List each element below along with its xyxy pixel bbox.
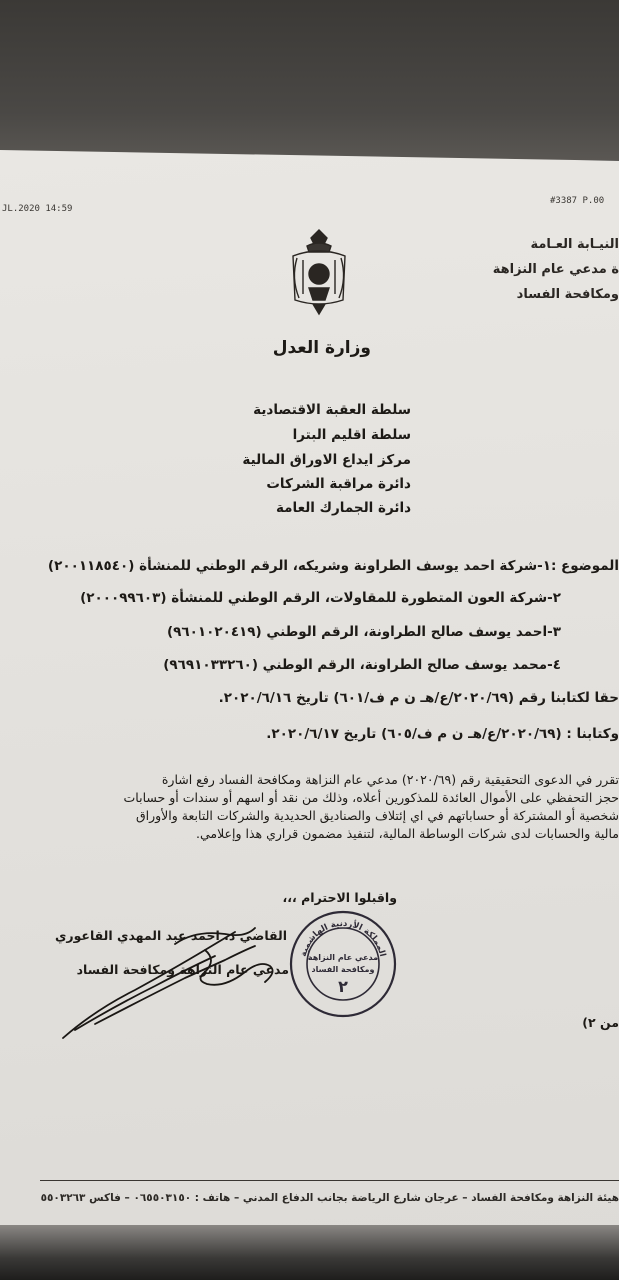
subject-line-1: ١-شركة احمد يوسف الطراونة وشريكه، الرقم الوطني للمنشأة (٢٠٠١١٨٥٤٠)	[47, 558, 551, 574]
official-stamp	[287, 908, 399, 1020]
signatory-name: القاضي د. احمد عبد المهدي القاعوري	[54, 928, 287, 943]
signatory-title: مدعي عام النزاهة ومكافحة الفساد	[76, 962, 289, 977]
coat-of-arms-emblem	[283, 228, 355, 316]
stamp-number: ٢	[338, 977, 348, 996]
fax-page-ref: #3387 P.00	[550, 196, 605, 206]
addressee-5: دائرة الجمارك العامة	[275, 500, 411, 516]
addressee-4: دائرة مراقبة الشركات	[266, 476, 411, 492]
subject-label: الموضوع :	[550, 558, 619, 574]
stamp-inner-line-1: مدعي عام النزاهة	[307, 953, 379, 962]
body-line-3: شخصية أو المشتركة أو حساباتهم في اي إئتلاف والصناديق الحديدية والشركات التابعة والأوراق	[135, 808, 619, 823]
stamp-inner-line-2: ومكافحة الفساد	[311, 965, 375, 974]
subject-line-4: ٤-محمد يوسف صالح الطراونة، الرقم الوطني (٩٦٩١٠٣٣٢٦٠)	[163, 657, 561, 673]
subject-line-3: ٣-احمد يوسف صالح الطراونة، الرقم الوطني (٩٦٠١٠٢٠٤١٩)	[166, 624, 561, 640]
fax-datetime: JL.2020 14:59	[2, 204, 73, 214]
page-number: من ٢)	[582, 1015, 619, 1030]
header-line-3: ومكافحة الفساد	[516, 287, 619, 302]
ministry-title: وزارة العدل	[272, 338, 371, 358]
addressee-2: سلطة اقليم البترا	[292, 427, 411, 443]
body-line-4: مالية والحسابات لدى شركات الوساطة المالية، لتنفيذ مضمون قراري هذا وإعلامي.	[196, 826, 619, 841]
svg-text:المملكة الأردنية الهاشمية	[299, 919, 387, 958]
closing-text: واقبلوا الاحترام ،،،	[282, 890, 397, 905]
subject-line-2: ٢-شركة العون المتطورة للمقاولات، الرقم الوطني للمنشأة (٢٠٠٠٩٩٦٠٣)	[80, 590, 561, 606]
reference-2: وكتابنا : (٢٠٢٠/٦٩/ع/هـ ن م ف/٦٠٥) تاريخ ٢٠٢٠/٦/١٧.	[266, 726, 619, 742]
header-line-2: ة مدعي عام النزاهة	[492, 262, 619, 277]
body-line-1: تقرر في الدعوى التحقيقية رقم (٢٠٢٠/٦٩) مدعي عام النزاهة ومكافحة الفساد رفع اشارة	[161, 772, 619, 787]
addressee-1: سلطة العقبة الاقتصادية	[253, 402, 411, 418]
footer-address: هيئة النزاهة ومكافحة الفساد – عرجان شارع الرياضة بجانب الدفاع المدني – هاتف : ٠٦٥٥٠٣١٥٠ – فاكس ٥٥٠٣٢٦٣	[40, 1192, 619, 1204]
header-line-1: النيـابة العـامة	[530, 237, 619, 252]
handwritten-signature	[55, 920, 295, 1050]
addressee-3: مركز ايداع الاوراق المالية	[242, 452, 411, 468]
footer-divider	[40, 1180, 619, 1181]
body-line-2: حجز التحفظي على الأموال العائدة للمذكورين أعلاه، وذلك من نقد أو اسهم أو سندات أو حسابات	[123, 790, 619, 805]
stamp-outer-text: المملكة الأردنية الهاشمية	[298, 918, 388, 958]
reference-1: حقا لكتابنا رقم (٢٠٢٠/٦٩/ع/هـ ن م ف/٦٠١) تاريخ ٢٠٢٠/٦/١٦.	[218, 690, 619, 706]
